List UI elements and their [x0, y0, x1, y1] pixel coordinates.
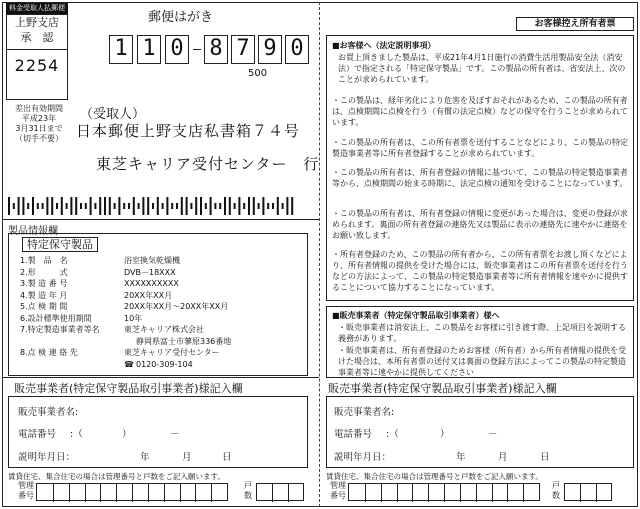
write-in-cell [444, 484, 460, 502]
rental-note: 賃貸住宅、集合住宅の場合は管理番号と戸数をご記入願います。 [8, 472, 225, 481]
phone-icon: ☎ [124, 359, 134, 369]
write-in-cell [460, 484, 476, 502]
product-info-label: 4.製 造 年 月 [20, 290, 68, 300]
barcode-bar [229, 197, 231, 215]
product-info-label: 6.設計標準使用期間 [20, 313, 92, 323]
notice-item: ・所有者登録のため、この製品の所有者から、この所有者票をお渡し頂くなどにより、所有者情報の提供を受けた場合には、販売事業者はこの所有者票を送付を行うなどの方法によって、この製品の特定製造事業者等に所有者情報を速やかに提供することについて協力することになっています。 [332, 250, 628, 292]
barcode-bar [109, 197, 111, 215]
notice-intro: お買上頂きました製品は、平成21年4月1日施行の消費生活用製品安全法（消安法）で指定される「特定保守製品」です。この製品の所有者は、省安法上、次のことが求められています。 [338, 53, 626, 84]
write-in-cell [195, 484, 211, 502]
write-in-cell [211, 484, 227, 502]
units-label-copy [552, 481, 560, 501]
barcode-bar [51, 197, 53, 215]
notice-title: ■お客様へ（法定説明事項） [332, 41, 436, 50]
zip-digit: 9 [258, 35, 282, 64]
barcode-bar [118, 197, 120, 215]
product-info-row [20, 278, 306, 290]
barcode-bar [195, 197, 197, 215]
label-line: 戸 [244, 481, 252, 490]
product-info-row [20, 313, 306, 325]
barcode-bar [128, 203, 130, 209]
zip-digit: 0 [165, 35, 189, 64]
date-month-copy: 月 [498, 452, 508, 463]
dealer-form-title: 販売事業者(特定保守製品取引事業者)様記入欄 [14, 382, 243, 395]
explain-date-label-copy[interactable]: 説明年月日： [334, 452, 392, 463]
perforation-line [319, 2, 320, 507]
barcode-bar [133, 197, 135, 215]
barcode-bar [142, 197, 144, 215]
product-info-value: DVB－18XXX [124, 267, 176, 277]
dealer-notice-title: ■販売事業者（特定保守製品取引事業者）様へ [332, 311, 500, 320]
special-maintenance-badge: 特定保守製品 [22, 237, 98, 252]
payment-label: 料金受取人払郵便 [6, 3, 68, 14]
barcode-bar [42, 203, 44, 209]
recipient-name: 東芝キャリア受付センター 行 [96, 155, 320, 173]
barcode-bar [272, 203, 274, 209]
product-info-label: 2.形 式 [20, 267, 68, 277]
barcode-bar [32, 197, 34, 215]
write-in-cell [288, 484, 304, 502]
barcode-bar [186, 197, 188, 215]
barcode-bar [66, 203, 68, 209]
barcode-bar [224, 197, 226, 215]
label-line: 数 [244, 491, 252, 500]
write-in-cell [272, 484, 288, 502]
write-in-cell [381, 484, 397, 502]
product-info-row [20, 267, 306, 279]
label-line: 番号 [18, 491, 34, 500]
label-line: 管理 [18, 481, 34, 490]
barcode-bar [267, 203, 269, 209]
dealer-name-label[interactable]: 販売事業者名: [18, 407, 79, 418]
customer-copy-header: お客様控え所有者票 [516, 17, 634, 31]
barcode-bar [85, 203, 87, 209]
write-in-cell [116, 484, 132, 502]
permit-number: 2254 [7, 49, 67, 75]
product-info-row [20, 255, 306, 267]
phone-dash-copy: － [488, 429, 498, 440]
barcode-bar [61, 197, 63, 215]
write-in-cell [580, 484, 596, 502]
divider [3, 219, 319, 220]
management-number-cells-copy[interactable] [348, 483, 540, 501]
barcode-bar [27, 203, 29, 209]
product-info-label: 3.製 造 番 号 [20, 279, 68, 288]
date-month: 月 [182, 452, 192, 463]
phone-close-copy: ） [440, 429, 450, 440]
barcode-bar [138, 203, 140, 209]
notice-item: ・この製品の所有者は、所有者登録の情報に基づいて、この製品の特定製造事業者等から、点検期間の始まる時期に、法定点検の通知を受けることになっています。 [332, 168, 628, 188]
validity-note [6, 104, 72, 144]
barcode-bar [243, 203, 245, 209]
barcode-bar [238, 197, 240, 215]
phone-close: ） [122, 429, 132, 440]
barcode-bar [94, 203, 96, 209]
barcode-bar [176, 203, 178, 209]
barcode-bar [147, 197, 149, 215]
barcode-bar [152, 203, 154, 209]
zip-digit: 1 [137, 35, 161, 64]
barcode-bar [46, 197, 48, 215]
write-in-cell [148, 484, 164, 502]
rental-note-copy: 賃貸住宅、集合住宅の場合は管理番号と戸数をご記入願います。 [326, 472, 543, 481]
write-in-cell [53, 484, 69, 502]
validity-line: 差出有効期間 [15, 104, 63, 113]
barcode-bar [262, 197, 264, 215]
dealer-form-title-copy: 販売事業者(特定保守製品取引事業者)様記入欄 [328, 382, 557, 395]
dealer-notice-item: ・販売事業者は消安法上、この製品をお客様に引き渡す際、上記項目を説明する義務があります。 [338, 323, 626, 343]
dealer-name-label-copy[interactable]: 販売事業者名: [334, 407, 395, 418]
product-info-title: 製品情報欄 [8, 226, 58, 237]
product-info-label: 8.点 検 連 絡 先 [20, 348, 78, 357]
product-info-row [20, 347, 306, 359]
product-info-value: 0120-309-104 [136, 359, 193, 369]
postage-permit-box [6, 14, 68, 100]
barcode-bar [234, 203, 236, 209]
barcode-bar [181, 197, 183, 215]
date-day-copy: 日 [540, 452, 550, 463]
write-in-cell [492, 484, 508, 502]
customer-barcode [8, 197, 300, 215]
divider [3, 377, 319, 378]
barcode-bar [13, 203, 15, 209]
validity-line: 平成23年 [21, 114, 57, 123]
barcode-bar [90, 197, 92, 215]
barcode-bar [18, 197, 20, 215]
barcode-bar [166, 197, 168, 215]
write-in-cell [132, 484, 148, 502]
barcode-bar [99, 197, 101, 215]
units-label [244, 481, 252, 501]
barcode-bar [258, 203, 260, 209]
validity-line: 3月31日まで [15, 124, 63, 133]
date-day: 日 [222, 452, 232, 463]
product-info-value: 10年 [124, 313, 143, 323]
barcode-bar [286, 197, 288, 215]
barcode-bar [8, 197, 10, 215]
barcode-bar [282, 203, 284, 209]
write-in-cell [365, 484, 381, 502]
product-info-value: 東芝キャリア株式会社 [124, 325, 204, 334]
product-info-value: 静岡県富士市蓼原336番地 [136, 336, 232, 346]
product-info-label: 7.特定製造事業者等名 [20, 325, 100, 334]
zip-digit: 7 [231, 35, 255, 64]
product-info-row [20, 324, 306, 336]
product-info-row [20, 336, 306, 348]
barcode-bar [37, 203, 39, 209]
recipient-label: （受取人） [80, 107, 146, 122]
barcode-bar [171, 203, 173, 209]
barcode-bar [253, 197, 255, 215]
barcode-bar [190, 203, 192, 209]
write-in-cell [397, 484, 413, 502]
label-line: 管理 [330, 481, 346, 490]
units-cells[interactable] [256, 483, 304, 501]
phone-open-copy: :（ [386, 429, 399, 440]
barcode-bar [56, 203, 58, 209]
write-in-cell [596, 484, 612, 502]
product-info-row [20, 301, 306, 313]
dealer-phone-label-copy[interactable]: 電話番号 [334, 429, 373, 440]
product-info-label: 1.製 品 名 [20, 256, 68, 265]
barcode-bar [157, 197, 159, 215]
write-in-cell [412, 484, 428, 502]
write-in-cell [428, 484, 444, 502]
barcode-bar [70, 197, 72, 215]
write-in-cell [85, 484, 101, 502]
barcode-bar [248, 197, 250, 215]
barcode-bar [219, 203, 221, 209]
product-info-value: 20XX年XX月～20XX年XX月 [124, 302, 229, 311]
barcode-bar [80, 203, 82, 209]
dealer-notice-item: ・販売事業者は、所有者登録のためお客様（所有者）から所有者情報の提供を受けた場合は、本所有者票の送付又は裏面の登録方法によってこの製品の特定製造事業者等に速やかに提供してください [338, 346, 626, 377]
barcode-bar [210, 197, 212, 215]
recipient-address: 日本郵便上野支店私書箱７４号 [76, 122, 301, 140]
write-in-cell [100, 484, 116, 502]
notice-item: ・この製品の所有者は、この所有者票を送付することなどにより、この製品の特定製造事業者等に所有者登録することが求められています。 [332, 138, 628, 158]
dealer-phone-label[interactable]: 電話番号 [18, 429, 57, 440]
barcode-bar [75, 197, 77, 215]
product-info-value: 東芝キャリア受付センター [124, 348, 220, 357]
write-in-cell [476, 484, 492, 502]
validity-line: （切手不要） [15, 134, 63, 143]
write-in-cell [180, 484, 196, 502]
label-line: 番号 [330, 491, 346, 500]
product-info-value: XXXXXXXXXX [124, 279, 179, 288]
barcode-bar [22, 197, 24, 215]
write-in-cell [164, 484, 180, 502]
approval-label: 承 認 [20, 31, 54, 44]
management-number-label [18, 481, 34, 501]
label-line: 数 [552, 491, 560, 500]
product-info-value: 浴室換気乾燥機 [124, 256, 180, 265]
product-info-list [20, 255, 306, 370]
product-info-row [20, 359, 306, 371]
barcode-bar [123, 203, 125, 209]
notice-item: ・この製品の所有者は、所有者登録の情報に変更があった場合は、変更の登録が求められます。裏面の所有者登録の連絡先又は製品に表示の連絡先に速やかに連絡をお願い致します。 [332, 209, 628, 240]
phone-open: :（ [70, 429, 83, 440]
date-year: 年 [140, 452, 150, 463]
barcode-bar [162, 203, 164, 209]
write-in-cell [523, 484, 539, 502]
product-info-row [20, 290, 306, 302]
barcode-bar [277, 197, 279, 215]
barcode-bar [104, 197, 106, 215]
management-number-label-copy [330, 481, 346, 501]
date-year-copy: 年 [456, 452, 466, 463]
write-in-cell [507, 484, 523, 502]
product-info-label: 5.点 検 期 間 [20, 302, 68, 311]
zip-sub-number: 500 [248, 68, 268, 79]
phone-dash: － [170, 429, 180, 440]
label-line: 戸 [552, 481, 560, 490]
notice-item: ・この製品は、経年劣化により危害を及ぼすおそれがあるため、この製品の所有者は、点検期間に点検を行う（有償の法定点検）などの保守を行うことが求められています。 [332, 96, 628, 127]
postcard-title: 郵便はがき [148, 10, 214, 25]
barcode-bar [205, 203, 207, 209]
zip-digit: 0 [285, 35, 309, 64]
zip-digit: 8 [204, 35, 228, 64]
explain-date-label[interactable]: 説明年月日： [18, 452, 76, 463]
units-cells-copy[interactable] [564, 483, 612, 501]
office-name: 上野支店 [15, 16, 59, 29]
barcode-bar [114, 203, 116, 209]
zip-separator [193, 49, 201, 50]
barcode-bar [200, 197, 202, 215]
management-number-cells[interactable] [36, 483, 228, 501]
product-info-value: 20XX年XX月 [124, 290, 173, 300]
write-in-cell [69, 484, 85, 502]
zip-digit: 1 [109, 35, 133, 64]
barcode-bar [214, 203, 216, 209]
barcode-bar [291, 197, 293, 215]
